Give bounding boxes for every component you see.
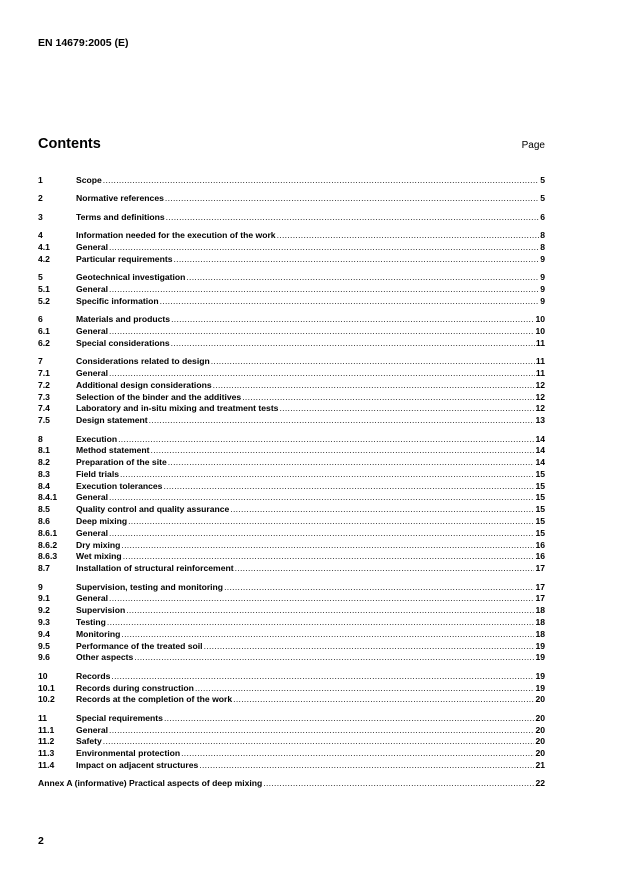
toc-entry-page: 15 [535, 480, 545, 491]
toc-dot-leader [109, 528, 534, 540]
toc-entry[interactable] [38, 528, 545, 540]
toc-entry-number: 4.1 [38, 241, 50, 252]
toc-entry-page: 17 [535, 593, 545, 604]
toc-entry-page: 19 [535, 670, 545, 681]
toc-entry-number: 7.4 [38, 403, 50, 414]
toc-dot-leader [121, 629, 534, 641]
toc-entry-title: Records during construction [76, 682, 194, 693]
toc-entry-title: Execution [76, 433, 118, 444]
toc-dot-leader [111, 671, 534, 683]
toc-entry-number: 7.1 [38, 367, 50, 378]
toc-entry-number: 6.1 [38, 325, 50, 336]
toc-entry-title: Monitoring [76, 628, 121, 639]
toc-entry[interactable] [38, 193, 545, 205]
toc-entry-title: General [76, 367, 109, 378]
toc-entry-number: 8.6.2 [38, 539, 58, 550]
toc-dot-leader [109, 242, 539, 254]
toc-dot-leader [120, 469, 534, 481]
toc-dot-leader [242, 392, 534, 404]
toc-dot-leader [109, 492, 534, 504]
document-id: EN 14679:2005 (E) [38, 37, 129, 49]
toc-entry-page: 15 [535, 504, 545, 515]
toc-dot-leader [163, 481, 534, 493]
toc-entry[interactable] [38, 434, 545, 446]
toc-dot-leader [128, 516, 534, 528]
toc-entry-number: 8.1 [38, 445, 50, 456]
toc-dot-leader [126, 605, 534, 617]
toc-entry[interactable] [38, 272, 545, 284]
toc-dot-leader [279, 403, 534, 415]
toc-entry-title: General [76, 325, 109, 336]
toc-entry-page: 20 [535, 712, 545, 723]
toc-dot-leader [123, 551, 535, 563]
toc-dot-leader [121, 540, 534, 552]
toc-entry-page: 10 [535, 314, 545, 325]
toc-entry-title: General [76, 724, 109, 735]
toc-entry-page: 14 [535, 445, 545, 456]
toc-entry[interactable] [38, 694, 545, 706]
toc-dot-leader [211, 356, 535, 368]
toc-entry-page: 20 [535, 694, 545, 705]
toc-entry-page: 15 [535, 516, 545, 527]
toc-entry-page: 10 [535, 325, 545, 336]
toc-entry-page: 20 [535, 724, 545, 735]
toc-dot-leader [109, 326, 534, 338]
toc-entry-number: 8.5 [38, 504, 50, 515]
toc-entry-page: 19 [535, 640, 545, 651]
toc-entry[interactable] [38, 736, 545, 748]
toc-entry-title: Materials and products [76, 314, 171, 325]
toc-entry-title: Other aspects [76, 652, 134, 663]
toc-dot-leader [165, 193, 539, 205]
toc-dot-leader [277, 230, 540, 242]
toc-dot-leader [109, 284, 539, 296]
toc-entry-page: 16 [535, 551, 545, 562]
toc-entry-page: 20 [535, 748, 545, 759]
toc-entry[interactable] [38, 469, 545, 481]
toc-entry-number: 8.6 [38, 516, 50, 527]
toc-entry[interactable] [38, 254, 545, 266]
toc-entry-title: Special considerations [76, 337, 170, 348]
toc-entry-title: Impact on adjacent structures [76, 760, 199, 770]
toc-entry-number: 10.2 [38, 694, 55, 705]
toc-entry[interactable] [38, 230, 545, 242]
toc-dot-leader [173, 254, 539, 266]
toc-entry-number: 8.2 [38, 457, 50, 468]
toc-entry-page: 17 [535, 563, 545, 574]
toc-entry[interactable] [38, 445, 545, 457]
toc-entry[interactable] [38, 326, 545, 338]
toc-entry-title: Field trials [76, 468, 119, 479]
toc-entry-page: 15 [535, 527, 545, 538]
toc-entry-title: Safety [76, 736, 102, 747]
toc-entry-number: 7.5 [38, 415, 50, 426]
toc-entry[interactable] [38, 605, 545, 617]
toc-dot-leader [164, 713, 535, 725]
toc-entry-page: 14 [535, 457, 545, 468]
toc-entry[interactable] [38, 242, 545, 254]
toc-entry-number: 8.3 [38, 468, 50, 479]
toc-entry-number: 9.5 [38, 640, 50, 651]
toc-entry[interactable] [38, 563, 545, 575]
toc-entry[interactable] [38, 481, 545, 493]
toc-entry-number: 5.1 [38, 283, 50, 294]
toc-entry-number: 5.2 [38, 295, 50, 306]
toc-entry-page: 19 [535, 682, 545, 693]
toc-entry-number: 5 [38, 272, 43, 283]
toc-entry[interactable] [38, 671, 545, 683]
toc-entry-number: 8.6.3 [38, 551, 58, 562]
toc-entry[interactable] [38, 582, 545, 594]
toc-entry-number: 11.2 [38, 736, 55, 747]
toc-entry-number: 7.3 [38, 391, 50, 402]
toc-dot-leader [233, 694, 534, 706]
toc-entry[interactable] [38, 296, 545, 308]
toc-entry-number: 7 [38, 356, 43, 367]
toc-dot-leader [195, 683, 535, 695]
page-title: Contents [38, 136, 101, 152]
toc-entry[interactable] [38, 652, 545, 664]
toc-entry-number: 9.1 [38, 593, 50, 604]
toc-entry-number: 8 [38, 433, 43, 444]
toc-entry-title: Normative references [76, 193, 164, 204]
toc-entry-number: 9.3 [38, 617, 50, 628]
toc-entry-number: 2 [38, 193, 43, 204]
toc-entry[interactable] [38, 457, 545, 469]
toc-entry-title: Design statement [76, 415, 148, 426]
toc-entry-title: Scope [76, 175, 102, 185]
toc-entry-page: 21 [535, 760, 545, 770]
toc-entry-page: 9 [540, 253, 545, 264]
toc-entry-number: 11.1 [38, 724, 55, 735]
toc-entry-number: 8.6.1 [38, 527, 58, 538]
toc-dot-leader [103, 175, 539, 187]
toc-entry-page: 15 [535, 492, 545, 503]
toc-dot-leader [181, 748, 534, 760]
toc-entry-title: Terms and definitions [76, 211, 165, 222]
toc-dot-leader [186, 272, 539, 284]
toc-entry-title: General [76, 241, 109, 252]
toc-dot-leader [109, 593, 534, 605]
toc-entry[interactable] [38, 175, 545, 187]
toc-dot-leader [107, 617, 535, 629]
toc-dot-leader [213, 380, 535, 392]
toc-entry-page: 11 [535, 367, 545, 378]
toc-entry[interactable] [38, 760, 545, 772]
toc-entry-page: 12 [535, 403, 545, 414]
toc-entry-page: 11 [535, 337, 545, 348]
toc-entry[interactable] [38, 380, 545, 392]
toc-entry[interactable] [38, 492, 545, 504]
toc-entry[interactable] [38, 338, 545, 350]
toc-entry-page: 8 [540, 241, 545, 252]
toc-entry-number: 9.2 [38, 605, 50, 616]
toc-entry-number: 9.6 [38, 652, 50, 663]
toc-entry[interactable] [38, 540, 545, 552]
toc-entry[interactable] [38, 392, 545, 404]
toc-entry-page: 18 [535, 617, 545, 628]
toc-entry-number: 1 [38, 175, 43, 185]
toc-dot-leader [168, 457, 535, 469]
toc-entry-number: 11 [38, 712, 48, 723]
toc-entry-number: 8.4.1 [38, 492, 58, 503]
toc-dot-leader [230, 504, 534, 516]
toc-entry-page: 12 [535, 379, 545, 390]
toc-dot-leader [263, 778, 534, 790]
toc-entry-number: 11.4 [38, 760, 55, 770]
toc-entry-title: Testing [76, 617, 106, 628]
toc-entry-page: 6 [540, 211, 545, 222]
toc-entry[interactable] [38, 551, 545, 563]
toc-dot-leader [199, 760, 534, 772]
toc-dot-leader [134, 652, 534, 664]
toc-entry-title: Laboratory and in-situ mixing and treatment tests [76, 403, 279, 414]
toc-entry-number: 4 [38, 230, 43, 241]
toc-entry-page: 5 [540, 175, 545, 185]
toc-dot-leader [118, 434, 534, 446]
toc-entry[interactable] [38, 725, 545, 737]
page-column-label: Page [521, 140, 545, 151]
toc-annex-entry[interactable] [38, 778, 545, 790]
toc-entry-title: Records [76, 670, 111, 681]
toc-entry[interactable] [38, 713, 545, 725]
page-number: 2 [38, 835, 44, 847]
toc-entry-title: General [76, 492, 109, 503]
toc-dot-leader [224, 582, 534, 594]
toc-entry-title: Method statement [76, 445, 150, 456]
toc-dot-leader [166, 212, 540, 224]
toc-entry[interactable] [38, 516, 545, 528]
toc-entry-page: 11 [535, 356, 545, 367]
toc-entry-number: 7.2 [38, 379, 50, 390]
toc-dot-leader [109, 368, 535, 380]
toc-entry[interactable] [38, 356, 545, 368]
toc-entry-title: General [76, 283, 109, 294]
toc-entry[interactable] [38, 504, 545, 516]
table-of-contents [38, 175, 545, 790]
toc-entry-page: 15 [535, 468, 545, 479]
toc-entry-page: 20 [535, 736, 545, 747]
toc-entry-number: 6 [38, 314, 43, 325]
toc-entry-title: Installation of structural reinforcement [76, 563, 234, 574]
toc-entry-title: Dry mixing [76, 539, 121, 550]
toc-entry-number: 8.7 [38, 563, 50, 574]
toc-entry-page: 14 [535, 433, 545, 444]
toc-entry-page: 19 [535, 652, 545, 663]
toc-entry[interactable] [38, 314, 545, 326]
toc-entry-page: 9 [540, 283, 545, 294]
toc-entry-number: 3 [38, 211, 43, 222]
toc-entry-number: 9 [38, 581, 43, 592]
toc-entry-title: Particular requirements [76, 253, 173, 264]
toc-entry-number: 10 [38, 670, 48, 681]
toc-entry[interactable] [38, 748, 545, 760]
toc-entry[interactable] [38, 284, 545, 296]
toc-entry-page: 9 [540, 295, 545, 306]
toc-entry-title: Environmental protection [76, 748, 181, 759]
toc-entry[interactable] [38, 403, 545, 415]
toc-entry[interactable] [38, 368, 545, 380]
toc-entry-number: 9.4 [38, 628, 50, 639]
toc-entry-page: 18 [535, 628, 545, 639]
toc-dot-leader [149, 415, 535, 427]
toc-entry[interactable] [38, 212, 545, 224]
toc-entry-title: Specific information [76, 295, 159, 306]
toc-annex-page: 22 [535, 778, 545, 789]
toc-entry-number: 4.2 [38, 253, 50, 264]
toc-entry-title: Supervision, testing and monitoring [76, 581, 224, 592]
toc-entry-page: 17 [535, 581, 545, 592]
toc-entry-title: General [76, 593, 109, 604]
toc-entry-page: 16 [535, 539, 545, 550]
toc-entry-title: Selection of the binder and the additives [76, 391, 242, 402]
toc-entry[interactable] [38, 683, 545, 695]
toc-entry-number: 11.3 [38, 748, 55, 759]
toc-entry-number: 10.1 [38, 682, 55, 693]
toc-entry[interactable] [38, 415, 545, 427]
toc-annex-title: Annex A (informative) Practical aspects of deep mixing [38, 778, 263, 789]
toc-entry-title: Special requirements [76, 712, 163, 723]
toc-entry[interactable] [38, 629, 545, 641]
toc-entry-number: 6.2 [38, 337, 50, 348]
toc-entry-title: Preparation of the site [76, 457, 167, 468]
toc-entry-title: Wet mixing [76, 551, 122, 562]
toc-entry[interactable] [38, 641, 545, 653]
toc-entry-title: Performance of the treated soil [76, 640, 203, 651]
toc-entry-page: 18 [535, 605, 545, 616]
toc-entry-title: Execution tolerances [76, 480, 163, 491]
toc-entry-title: Geotechnical investigation [76, 272, 186, 283]
toc-entry-title: Supervision [76, 605, 126, 616]
toc-entry[interactable] [38, 593, 545, 605]
toc-entry-page: 8 [540, 230, 545, 241]
toc-entry-title: Additional design considerations [76, 379, 212, 390]
toc-entry-title: Deep mixing [76, 516, 128, 527]
toc-entry-page: 12 [535, 391, 545, 402]
toc-dot-leader [160, 296, 540, 308]
toc-entry-page: 5 [540, 193, 545, 204]
toc-entry-title: Records at the completion of the work [76, 694, 233, 705]
toc-dot-leader [171, 338, 535, 350]
toc-dot-leader [204, 641, 535, 653]
toc-entry-title: General [76, 527, 109, 538]
toc-entry-page: 13 [535, 415, 545, 426]
toc-dot-leader [235, 563, 535, 575]
toc-entry-number: 8.4 [38, 480, 50, 491]
toc-entry-page: 9 [540, 272, 545, 283]
toc-entry-title: Quality control and quality assurance [76, 504, 230, 515]
toc-entry[interactable] [38, 617, 545, 629]
toc-entry-title: Information needed for the execution of the work [76, 230, 276, 241]
toc-dot-leader [151, 445, 535, 457]
toc-dot-leader [103, 736, 535, 748]
toc-dot-leader [109, 725, 534, 737]
toc-dot-leader [171, 314, 534, 326]
toc-entry-title: Considerations related to design [76, 356, 210, 367]
